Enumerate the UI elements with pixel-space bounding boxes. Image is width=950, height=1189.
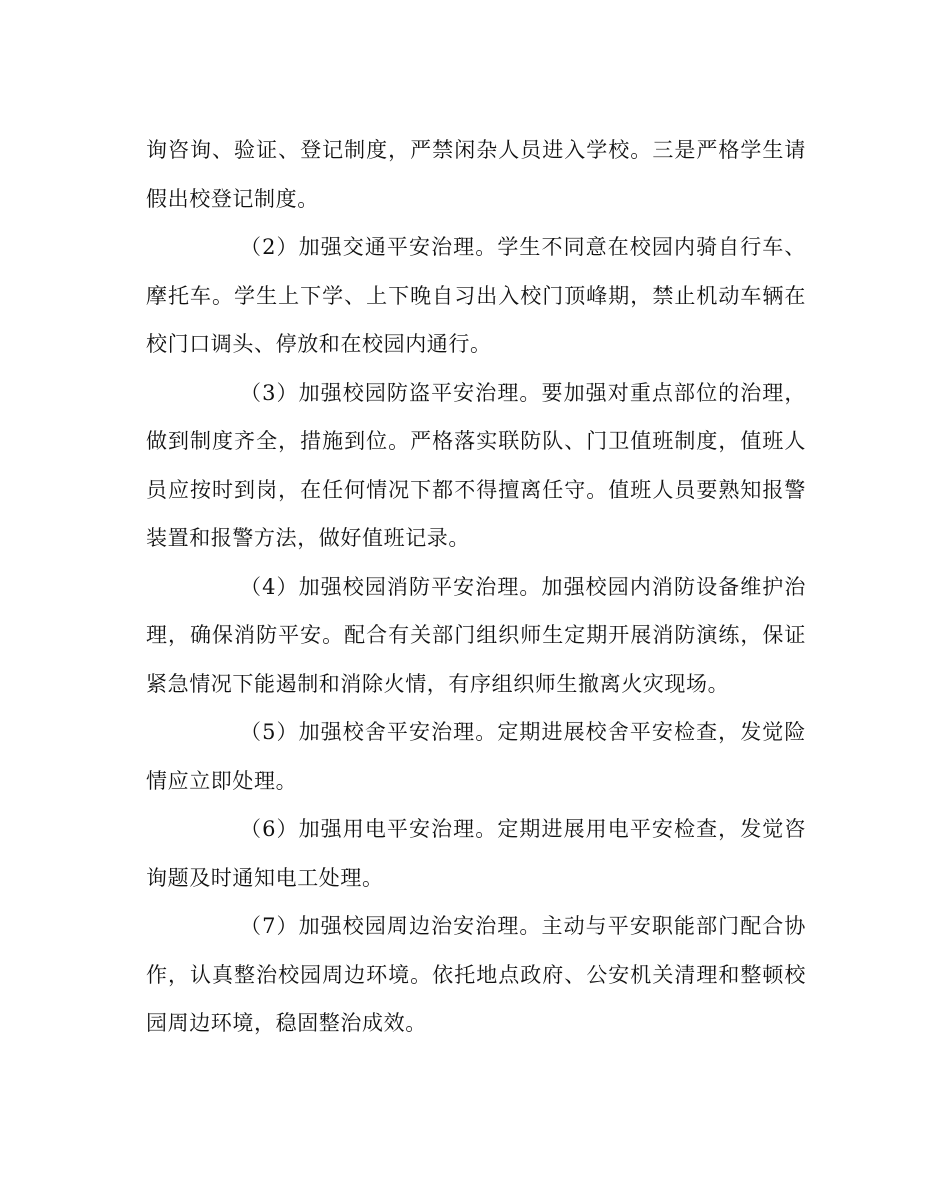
paragraph-item-2: （2）加强交通平安治理。学生不同意在校园内骑自行车、摩托车。学生上下学、上下晚自习出入校门顶峰期，禁止机动车辆在校门口调头、停放和在校园内通行。 <box>146 235 806 356</box>
paragraph-continuation: 询咨询、验证、登记制度，严禁闲杂人员进入学校。三是严格学生请假出校登记制度。 <box>146 138 806 211</box>
paragraph-item-5: （5）加强校舍平安治理。定期进展校舍平安检查，发觉险情应立即处理。 <box>146 720 806 793</box>
paragraph-item-3: （3）加强校园防盗平安治理。要加强对重点部位的治理，做到制度齐全，措施到位。严格落实联防队、门卫值班制度，值班人员应按时到岗，在任何情况下都不得擅离任守。值班人员要熟知报警装置和报警方法，做好值班记录。 <box>146 380 806 550</box>
paragraph-item-6: （6）加强用电平安治理。定期进展用电平安检查，发觉咨询题及时通知电工处理。 <box>146 817 806 890</box>
paragraph-item-4: （4）加强校园消防平安治理。加强校园内消防设备维护治理，确保消防平安。配合有关部门组织师生定期开展消防演练，保证紧急情况下能遏制和消除火情，有序组织师生撤离火灾现场。 <box>146 574 806 696</box>
document-body <box>146 126 806 1048</box>
paragraph-item-7: （7）加强校园周边治安治理。主动与平安职能部门配合协作，认真整治校园周边环境。依托地点政府、公安机关清理和整顿校园周边环境，稳固整治成效。 <box>146 914 806 1035</box>
